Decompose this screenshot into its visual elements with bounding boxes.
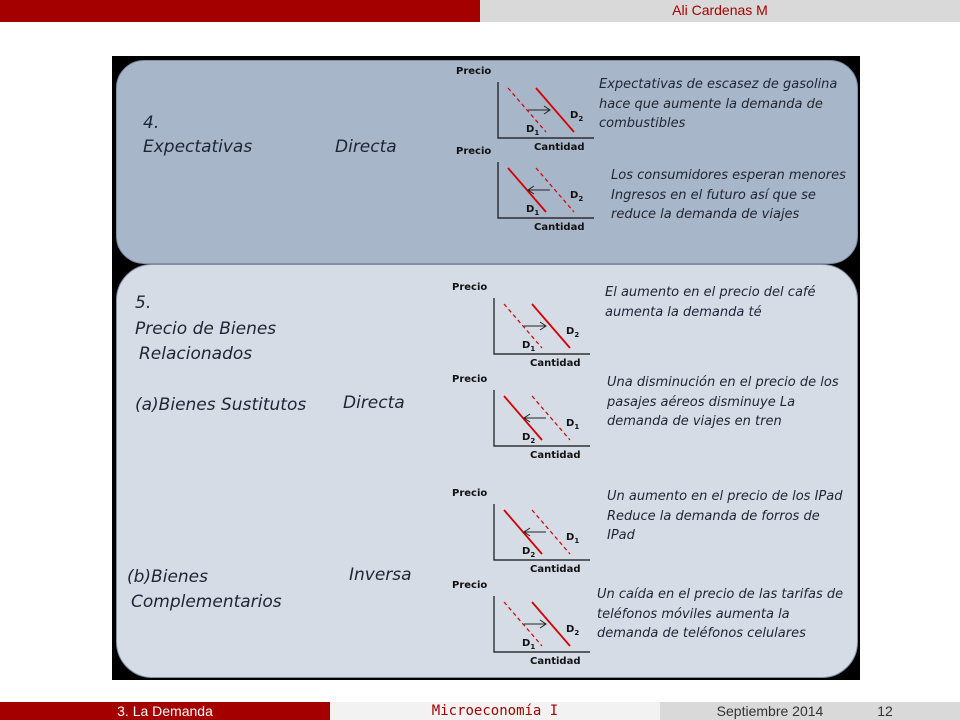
example-text: Un aumento en el precio de los IPad Reduce la demanda de forros de IPad	[607, 489, 843, 543]
slide-image	[112, 56, 860, 680]
expectativas-relation: Directa	[335, 137, 397, 157]
header-accent-bar	[0, 0, 480, 22]
footer-section: 3. La Demanda	[117, 703, 213, 719]
curve-label: $D_2$	[566, 624, 580, 637]
curve-label: $D_2$	[570, 190, 584, 203]
example-text: Los consumidores esperan menores Ingresos en el futuro así que se reduce la demanda de viajes	[611, 168, 846, 222]
quantity-axis-label: Cantidad	[530, 656, 581, 667]
price-axis-label: Precio	[452, 282, 488, 293]
shift-arrow-left	[524, 528, 546, 536]
shift-arrow-right	[528, 106, 550, 114]
curve-label: $D_1$	[566, 418, 580, 431]
shift-arrow-right	[524, 322, 546, 330]
price-axis-label: Precio	[456, 66, 492, 77]
demand-shift-graphs	[112, 56, 860, 680]
footer-page-number: 12	[877, 703, 893, 719]
curve-label: $D_1$	[526, 204, 540, 217]
complementarios-relation: Inversa	[349, 565, 412, 585]
curve-label: $D_2$	[522, 546, 536, 559]
quantity-axis-label: Cantidad	[534, 222, 585, 233]
complementarios-label-line2: Complementarios	[131, 592, 282, 612]
relacionados-number: 5.	[135, 293, 152, 313]
footer-date: Septiembre 2014	[716, 703, 824, 719]
quantity-axis-label: Cantidad	[534, 142, 585, 153]
footer-course: Microeconomía I	[431, 703, 559, 719]
expectativas-number: 4.	[143, 113, 160, 133]
curve-label: $D_1$	[522, 340, 536, 353]
curve-label: $D_2$	[570, 110, 584, 123]
curve-label: $D_1$	[522, 638, 536, 651]
shift-arrow-right	[524, 620, 546, 628]
sustitutos-label: (a)Bienes Sustitutos	[135, 395, 307, 415]
example-text: El aumento en el precio del café aumenta la demanda té	[605, 285, 816, 320]
relacionados-title-line1: Precio de Bienes	[135, 319, 277, 339]
example-text: Un caída en el precio de las tarifas de teléfonos móviles aumenta la demanda de teléfonos celulares	[597, 587, 844, 641]
relacionados-title-line2: Relacionados	[139, 344, 253, 364]
example-text: Expectativas de escasez de gasolina hace que aumente la demanda de combustibles	[599, 77, 838, 131]
quantity-axis-label: Cantidad	[530, 450, 581, 461]
shift-arrow-left	[528, 186, 550, 194]
curve-label: $D_1$	[526, 124, 540, 137]
curve-label: $D_2$	[522, 432, 536, 445]
shift-arrow-left	[524, 414, 546, 422]
price-axis-label: Precio	[456, 146, 492, 157]
price-axis-label: Precio	[452, 580, 488, 591]
price-axis-label: Precio	[452, 488, 488, 499]
example-text: Una disminución en el precio de los pasajes aéreos disminuye La demanda de viajes en tren	[607, 375, 839, 429]
curve-label: $D_1$	[566, 532, 580, 545]
quantity-axis-label: Cantidad	[530, 564, 581, 575]
sustitutos-relation: Directa	[343, 393, 405, 413]
quantity-axis-label: Cantidad	[530, 358, 581, 369]
complementarios-label-line1: (b)Bienes	[127, 567, 208, 587]
price-axis-label: Precio	[452, 374, 488, 385]
expectativas-title: Expectativas	[143, 137, 253, 157]
curve-label: $D_2$	[566, 326, 580, 339]
author-name: Ali Cardenas M	[672, 2, 768, 18]
